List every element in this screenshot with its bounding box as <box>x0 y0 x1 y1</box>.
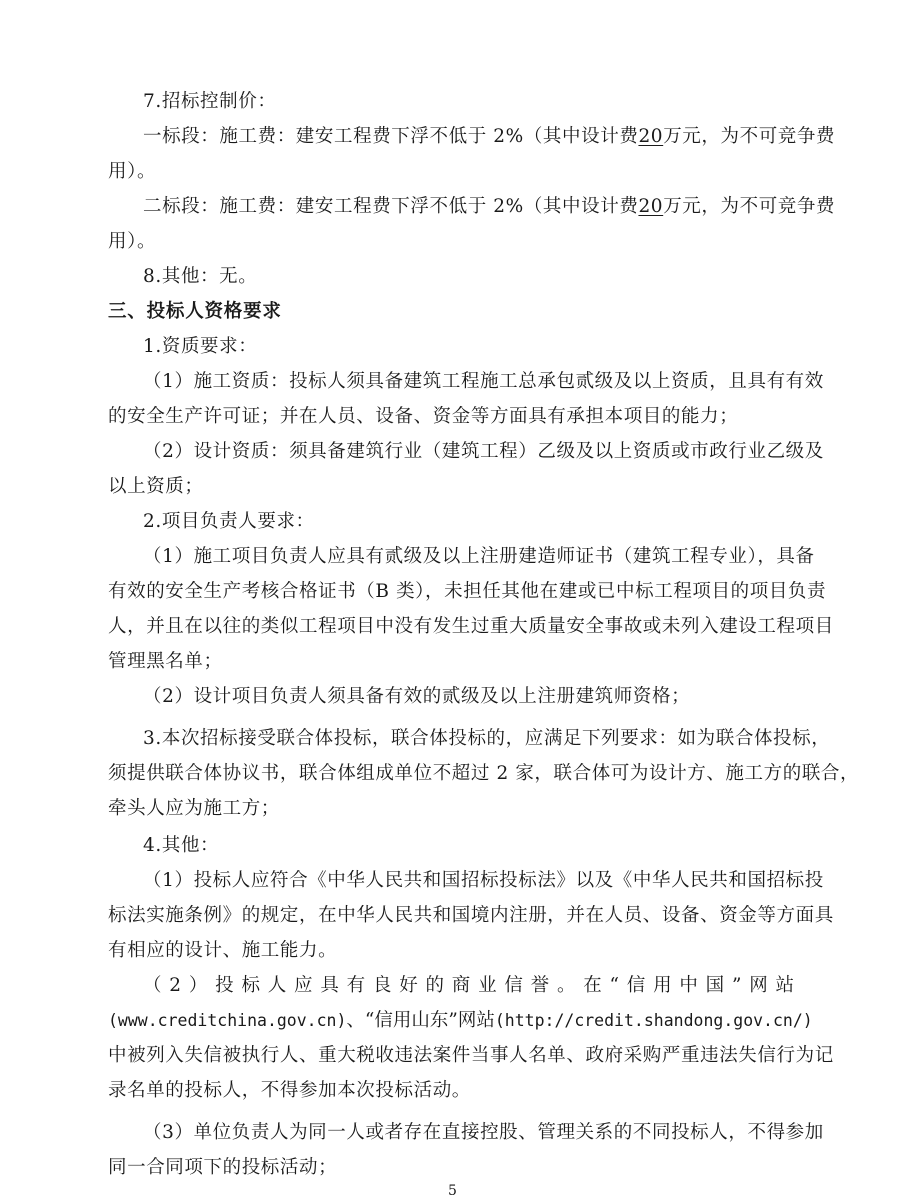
lot-2-text-b: 万元，为不可竞争费 <box>663 196 836 217</box>
creditchina-url: (www.creditchina.gov.cn) <box>108 1011 347 1030</box>
credit-line-1: （2）投标人应具有良好的商业信誉。在“信用中国”网站 <box>143 975 794 996</box>
lot-1-text-b: 万元，为不可竞争费 <box>663 126 836 147</box>
credit-line-4: 录名单的投标人，不得参加本次投标活动。 <box>108 1080 471 1101</box>
lot-1-line-1 <box>143 124 835 150</box>
consortium-line-2: 须提供联合体协议书，联合体组成单位不超过 2 家，联合体可为设计方、施工方的联合， <box>108 763 860 784</box>
compliance-line-3: 有相应的设计、施工能力。 <box>108 940 338 961</box>
lot-2-design-fee: 20 <box>638 196 664 217</box>
credit-shandong-url: (http://credit.shandong.gov.cn/) <box>494 1011 813 1030</box>
design-qualification-line-1: （2）设计资质：须具备建筑行业（建筑工程）乙级及以上资质或市政行业乙级及 <box>143 441 824 462</box>
credit-line-3: 中被列入失信被执行人、重大税收违法案件当事人名单、政府采购严重违法失信行为记 <box>108 1045 834 1066</box>
credit-shandong-label: 、“信用山东”网站 <box>346 1010 495 1031</box>
lot-1-line-2: 用）。 <box>108 161 157 182</box>
lot-2-line-2: 用）。 <box>108 231 157 252</box>
construction-manager-line-3: 人，并且在以往的类似工程项目中没有发生过重大质量安全事故或未列入建设工程项目 <box>108 616 834 637</box>
project-manager-title: 2.项目负责人要求： <box>143 511 315 532</box>
construction-qualification-line-2: 的安全生产许可证；并在人员、设备、资金等方面具有承担本项目的能力； <box>108 406 739 427</box>
design-manager-line: （2）设计项目负责人须具备有效的贰级及以上注册建筑师资格； <box>143 686 691 707</box>
construction-manager-line-1: （1）施工项目负责人应具有贰级及以上注册建造师证书（建筑工程专业），具备 <box>143 546 815 567</box>
credit-line-2 <box>108 1008 813 1034</box>
construction-manager-line-2: 有效的安全生产考核合格证书（B 类），未担任其他在建或已中标工程项目的项目负责 <box>108 581 827 602</box>
construction-qualification-line-1: （1）施工资质：投标人须具备建筑工程施工总承包贰级及以上资质，且具有有效 <box>143 371 824 392</box>
compliance-line-1: （1）投标人应符合《中华人民共和国招标投标法》以及《中华人民共和国招标投 <box>143 870 824 891</box>
section-7-title: 7.招标控制价： <box>143 91 277 112</box>
section-8-text: 8.其他：无。 <box>143 266 258 287</box>
related-bidder-line-2: 同一合同项下的投标活动； <box>108 1157 338 1178</box>
page-number: 5 <box>448 1183 457 1199</box>
qualification-title: 1.资质要求： <box>143 336 258 357</box>
lot-2-line-1 <box>143 194 835 220</box>
consortium-line-3: 牵头人应为施工方； <box>108 798 280 819</box>
consortium-line-1: 3.本次招标接受联合体投标，联合体投标的，应满足下列要求：如为联合体投标， <box>143 728 831 749</box>
other-title: 4.其他： <box>143 835 220 856</box>
lot-1-design-fee: 20 <box>638 126 664 147</box>
compliance-line-2: 标法实施条例》的规定，在中华人民共和国境内注册，并在人员、设备、资金等方面具 <box>108 905 834 926</box>
lot-1-text-a: 一标段：施工费：建安工程费下浮不低于 2%（其中设计费 <box>143 126 639 147</box>
related-bidder-line-1: （3）单位负责人为同一人或者存在直接控股、管理关系的不同投标人，不得参加 <box>143 1122 824 1143</box>
construction-manager-line-4: 管理黑名单； <box>108 651 223 672</box>
design-qualification-line-2: 以上资质； <box>108 476 204 497</box>
lot-2-text-a: 二标段：施工费：建安工程费下浮不低于 2%（其中设计费 <box>143 196 639 217</box>
chapter-3-heading: 三、投标人资格要求 <box>108 301 282 322</box>
